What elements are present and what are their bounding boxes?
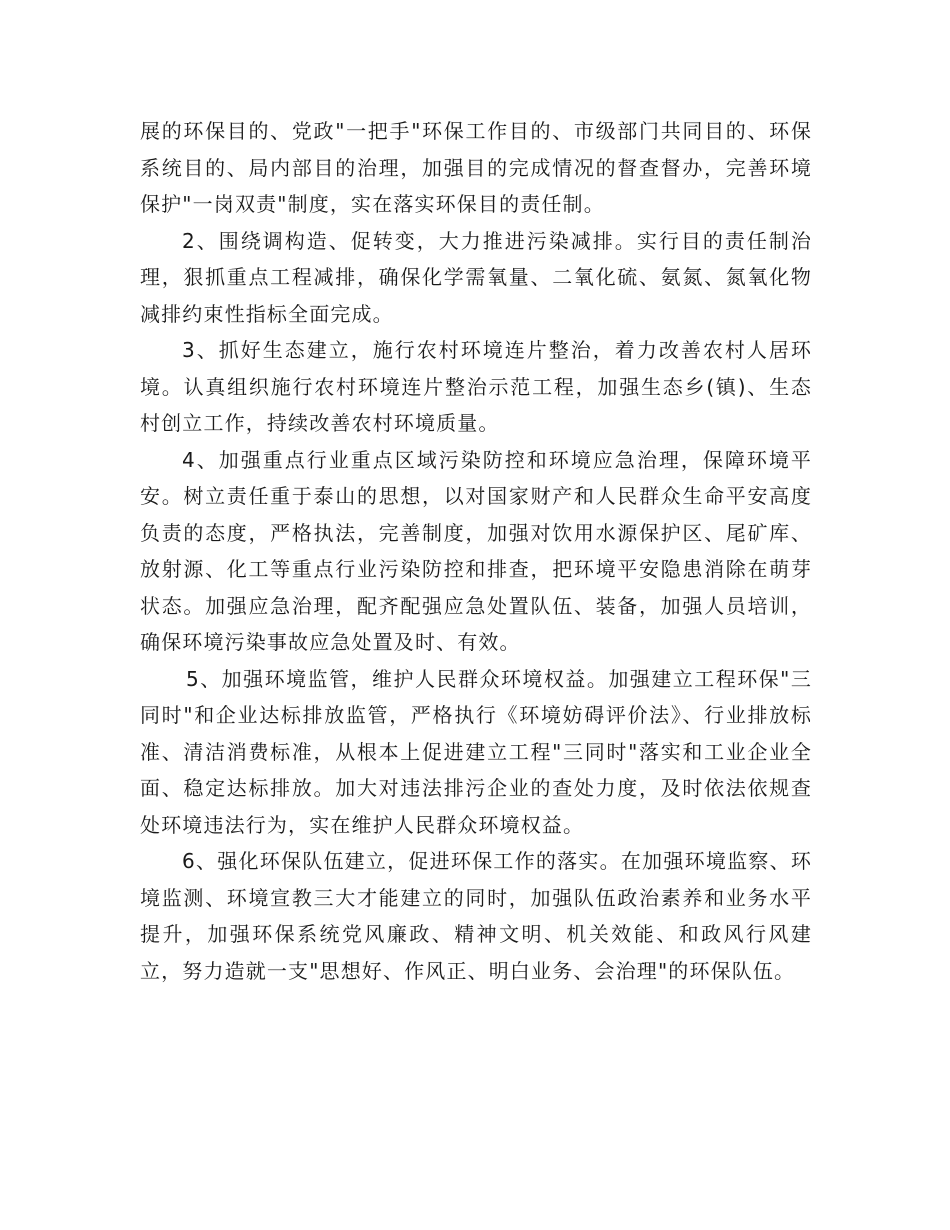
paragraph-item-2: 2、围绕调构造、促转变，大力推进污染减排。实行目的责任制治理，狠抓重点工程减排，确保化学需氧量、二氧化硫、氨氮、氮氧化物减排约束性指标全面完成。 (140, 228, 812, 326)
paragraph-item-5: 5、加强环境监管，维护人民群众环境权益。加强建立工程环保"三同时"和企业达标排放监管，严格执行《环境妨碍评价法》、行业排放标准、清洁消费标准，从根本上促进建立工程"三同时"落实和工业企业全面、稳定达标排放。加大对违法排污企业的查处力度，及时依法依规查处环境违法行为，实在维护人民群众环境权益。 (140, 666, 812, 837)
document-body (140, 113, 812, 989)
paragraph-item-3: 3、抓好生态建立，施行农村环境连片整治，着力改善农村人居环境。认真组织施行农村环境连片整治示范工程，加强生态乡(镇)、生态村创立工作，持续改善农村环境质量。 (140, 338, 812, 435)
paragraph-continuation: 展的环保目的、党政"一把手"环保工作目的、市级部门共同目的、环保系统目的、局内部目的治理，加强目的完成情况的督查督办，完善环境保护"一岗双责"制度，实在落实环保目的责任制。 (140, 119, 812, 216)
paragraph-item-6: 6、强化环保队伍建立，促进环保工作的落实。在加强环境监察、环境监测、环境宣教三大才能建立的同时，加强队伍政治素养和业务水平提升，加强环保系统党风廉政、精神文明、机关效能、和政风行风建立，努力造就一支"思想好、作风正、明白业务、会治理"的环保队伍。 (140, 849, 812, 983)
paragraph-item-4: 4、加强重点行业重点区域污染防控和环境应急治理，保障环境平安。树立责任重于泰山的思想，以对国家财产和人民群众生命平安高度负责的态度，严格执法，完善制度，加强对饮用水源保护区、尾矿库、放射源、化工等重点行业污染防控和排查，把环境平安隐患消除在萌芽状态。加强应急治理，配齐配强应急处置队伍、装备，加强人员培训，确保环境污染事故应急处置及时、有效。 (140, 447, 812, 654)
